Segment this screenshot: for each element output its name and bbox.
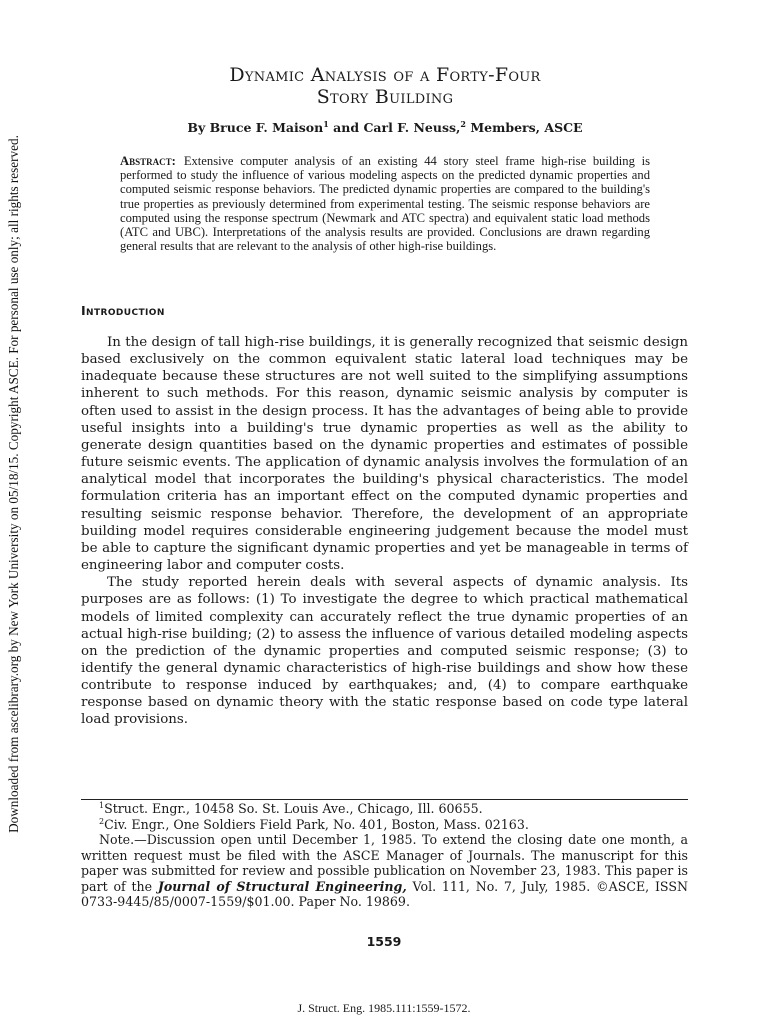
footnote-1-mark: 1 <box>99 800 105 810</box>
page-number: 1559 <box>366 934 402 949</box>
footnote-rule <box>81 799 688 800</box>
author-2-mark: 2 <box>460 118 466 129</box>
footnote-1-text: Struct. Engr., 10458 So. St. Louis Ave., Chicago, Ill. 60655. <box>104 801 483 816</box>
author-1-mark: 1 <box>323 118 329 129</box>
author-1: Bruce F. Maison <box>209 120 324 135</box>
journal-name: Journal of Structural Engineering, <box>157 878 407 894</box>
footnotes <box>81 801 688 910</box>
footnote-1 <box>81 801 688 817</box>
author-and: and <box>333 120 360 135</box>
abstract-text: Extensive computer analysis of an existing 44 story steel frame high-rise building is performed to study the influence of various modeling aspects on the predicted dynamic properties and computed seismic response behaviors. The predicted dynamic properties are compared to the building's true properties as previously determined from experimental testing. The seismic response behaviors are computed using the response spectrum (Newmark and ATC spectra) and equivalent static load methods (ATC and UBC). Interpretations of the analysis results are provided. Conclusions are drawn regarding general results that are relevant to the analysis of other high-rise buildings. <box>120 154 650 254</box>
author-by: By <box>187 120 206 135</box>
author-line <box>100 120 670 135</box>
abstract-label: Abstract: <box>120 154 176 168</box>
citation-footer: J. Struct. Eng. 1985.111:1559-1572. <box>297 1001 471 1015</box>
author-2: Carl F. Neuss, <box>363 120 461 135</box>
section-heading-introduction: Introduction <box>81 303 165 318</box>
footnote-2-text: Civ. Engr., One Soldiers Field Park, No. 401, Boston, Mass. 02163. <box>104 816 529 832</box>
paragraph-1: In the design of tall high-rise buildings, it is generally recognized that seismic design based exclusively on the common equivalent static lateral load techniques may be inadequate because these structures are not well suited to the simplifying assumptions inherent to such methods. For this reason, dynamic seismic analysis by computer is often used to assist in the design process. It has the advantages of being able to provide useful insights into a building's true dynamic properties as well as the ability to generate design quantities based on the dynamic properties and estimates of possible future seismic events. The application of dynamic analysis involves the formulation of an analytical model that incorporates the building's physical characteristics. The model formulation criteria has an important effect on the computed dynamic properties and resulting seismic response behavior. Therefore, the development of an appropriate building model requires considerable engineering judgement because the model must be able to capture the significant dynamic properties and yet be manageable in terms of engineering labor and computer costs. <box>81 335 688 574</box>
note-text-after: Vol. 111, No. 7, July, 1985. ©ASCE, ISSN 0733-9445/85/0007-1559/$01.00. Paper No. 19869. <box>81 878 688 909</box>
footnote-2 <box>81 817 688 833</box>
title-line-2: Story Building <box>316 86 454 108</box>
discussion-note <box>81 832 688 910</box>
note-text-before: Note.—Discussion open until December 1, 1985. To extend the closing date one month, a written request must be filed with the ASCE Manager of Journals. The manuscript for this paper was submitted for review and possible publication on November 23, 1983. This paper is part of the <box>81 832 688 894</box>
paper-title <box>100 64 670 108</box>
body-text <box>81 334 688 729</box>
title-line-1: Dynamic Analysis of a Forty-Four <box>229 64 541 86</box>
abstract <box>120 154 650 253</box>
footnote-2-mark: 2 <box>99 816 105 826</box>
paragraph-2: The study reported herein deals with several aspects of dynamic analysis. Its purposes are as follows: (1) To investigate the degree to which practical mathematical models of limited complexity can accurately reflect the true dynamic properties of an actual high-rise building; (2) to assess the influence of various detailed modeling aspects on the prediction of the dynamic properties and computed seismic response; (3) to identify the general dynamic characteristics of high-rise buildings and show how these contribute to response induced by earthquakes; and, (4) to compare earthquake response based on dynamic theory with the static response based on code type lateral load provisions. <box>81 575 688 728</box>
download-watermark: Downloaded from ascelibrary.org by New York University on 05/18/15. Copyright ASCE. For personal use only; all rights reserved. <box>6 135 21 833</box>
author-role: Members, ASCE <box>470 120 583 135</box>
